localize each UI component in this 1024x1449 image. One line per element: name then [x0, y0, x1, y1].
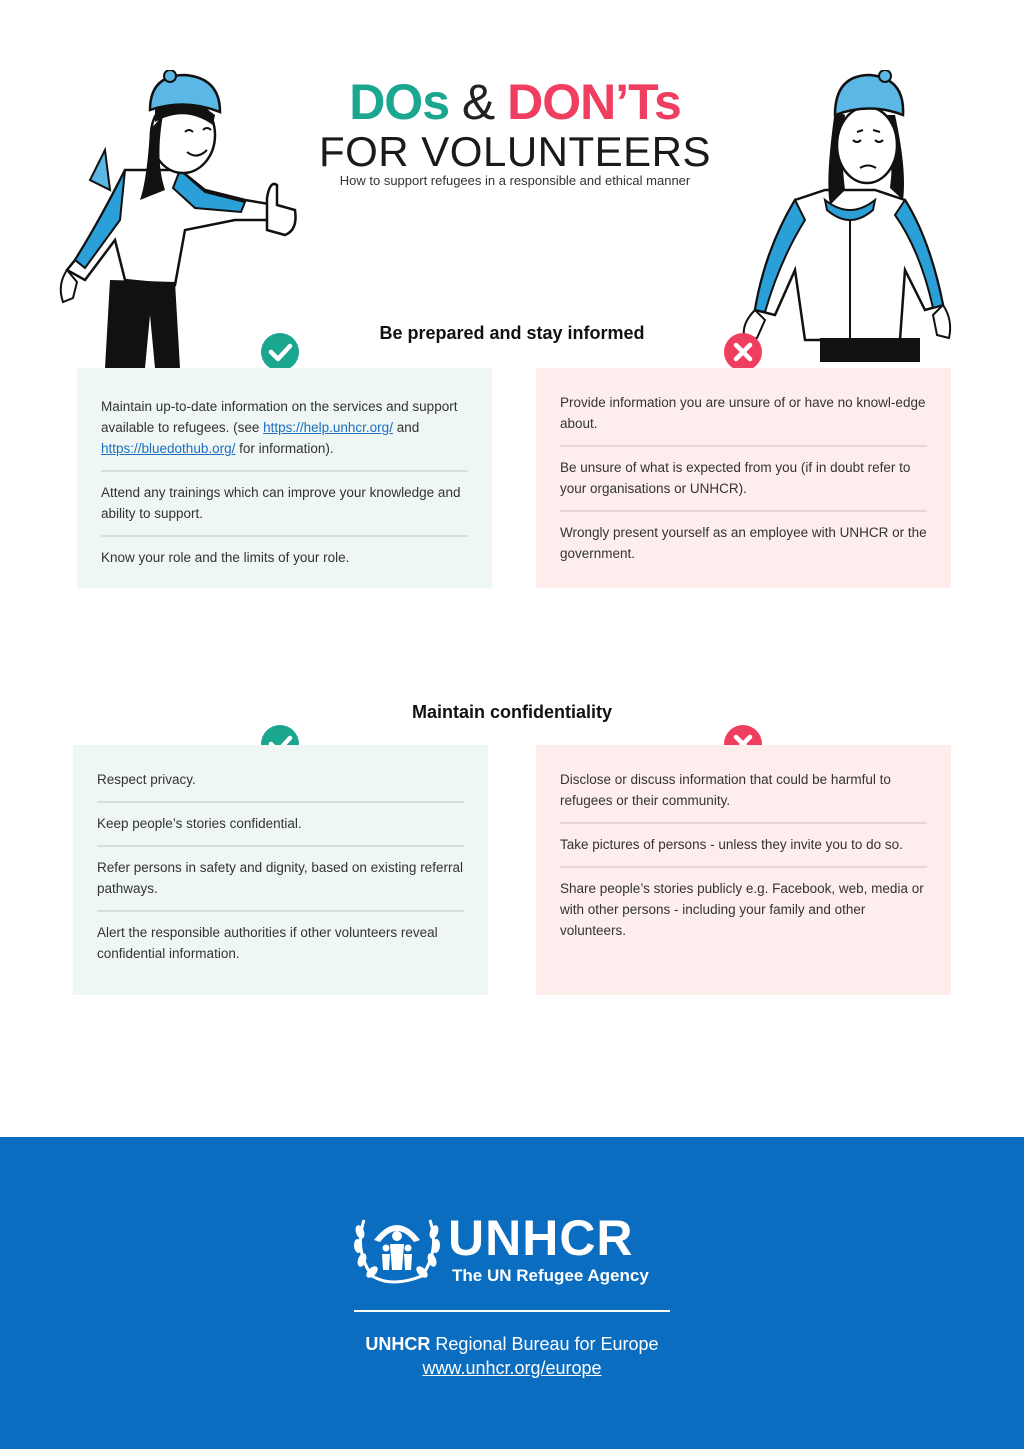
footer-organization [0, 1334, 1024, 1355]
list-item: Attend any trainings which can improve your knowledge and ability to support. [101, 472, 468, 537]
page-title [300, 72, 730, 132]
help-unhcr-link[interactable]: https://help.unhcr.org/ [263, 420, 393, 435]
cross-icon [724, 333, 762, 371]
bluedothub-link[interactable]: https://bluedothub.org/ [101, 441, 236, 456]
footer-url-link[interactable]: www.unhcr.org/europe [422, 1358, 602, 1378]
section-title-confidentiality: Maintain confidentiality [411, 702, 612, 722]
laurel-family-icon [352, 1210, 442, 1286]
list-item [101, 392, 468, 472]
list-item: Provide information you are unsure of or have no knowl-edge about. [560, 388, 927, 447]
check-icon [261, 333, 299, 371]
list-item: Be unsure of what is expected from you (if in doubt refer to your organisations or UNHCR). [560, 447, 927, 512]
list-item: Respect privacy. [97, 765, 464, 803]
list-item: Disclose or discuss information that could be harmful to refugees or their community. [560, 765, 927, 824]
footer-divider [354, 1310, 670, 1312]
title-ampersand: & [461, 74, 495, 130]
item-text: for information). [235, 441, 334, 456]
logo-tagline: The UN Refugee Agency [452, 1266, 649, 1285]
donts-box-prepared [536, 368, 951, 588]
title-dos: DOs [349, 74, 449, 130]
footer [0, 1137, 1024, 1449]
page-title-line2: FOR VOLUNTEERS [318, 128, 712, 175]
list-item: Take pictures of persons - unless they invite you to do so. [560, 824, 927, 868]
item-text: and [392, 420, 420, 435]
list-item: Refer persons in safety and dignity, based on existing referral pathways. [97, 847, 464, 912]
section-title-prepared: Be prepared and stay informed [379, 323, 645, 343]
footer-org-bold: UNHCR [365, 1334, 431, 1354]
title-donts: DON’Ts [507, 74, 681, 130]
list-item: Share people’s stories publicly e.g. Facebook, web, media or with other persons - including your family and other volunteers. [560, 881, 924, 938]
logo-wordmark: UNHCR [448, 1210, 634, 1266]
list-item: Alert the responsible authorities if other volunteers reveal confidential information. [97, 925, 438, 961]
dos-box-prepared [77, 368, 492, 588]
footer-org-rest: Regional Bureau for Europe [430, 1334, 659, 1354]
donts-box-confidentiality [536, 745, 951, 995]
dos-box-confidentiality [73, 745, 488, 995]
list-item: Know your role and the limits of your role. [101, 550, 350, 565]
list-item: Wrongly present yourself as an employee with UNHCR or the government. [560, 525, 927, 561]
unhcr-logo [352, 1208, 672, 1288]
page-subtitle: How to support refugees in a responsible and ethical manner [339, 173, 691, 188]
item-text: Maintain up-to-date information on the services and support available to refugees. (see [101, 399, 458, 435]
list-item: Keep people’s stories confidential. [97, 803, 464, 847]
